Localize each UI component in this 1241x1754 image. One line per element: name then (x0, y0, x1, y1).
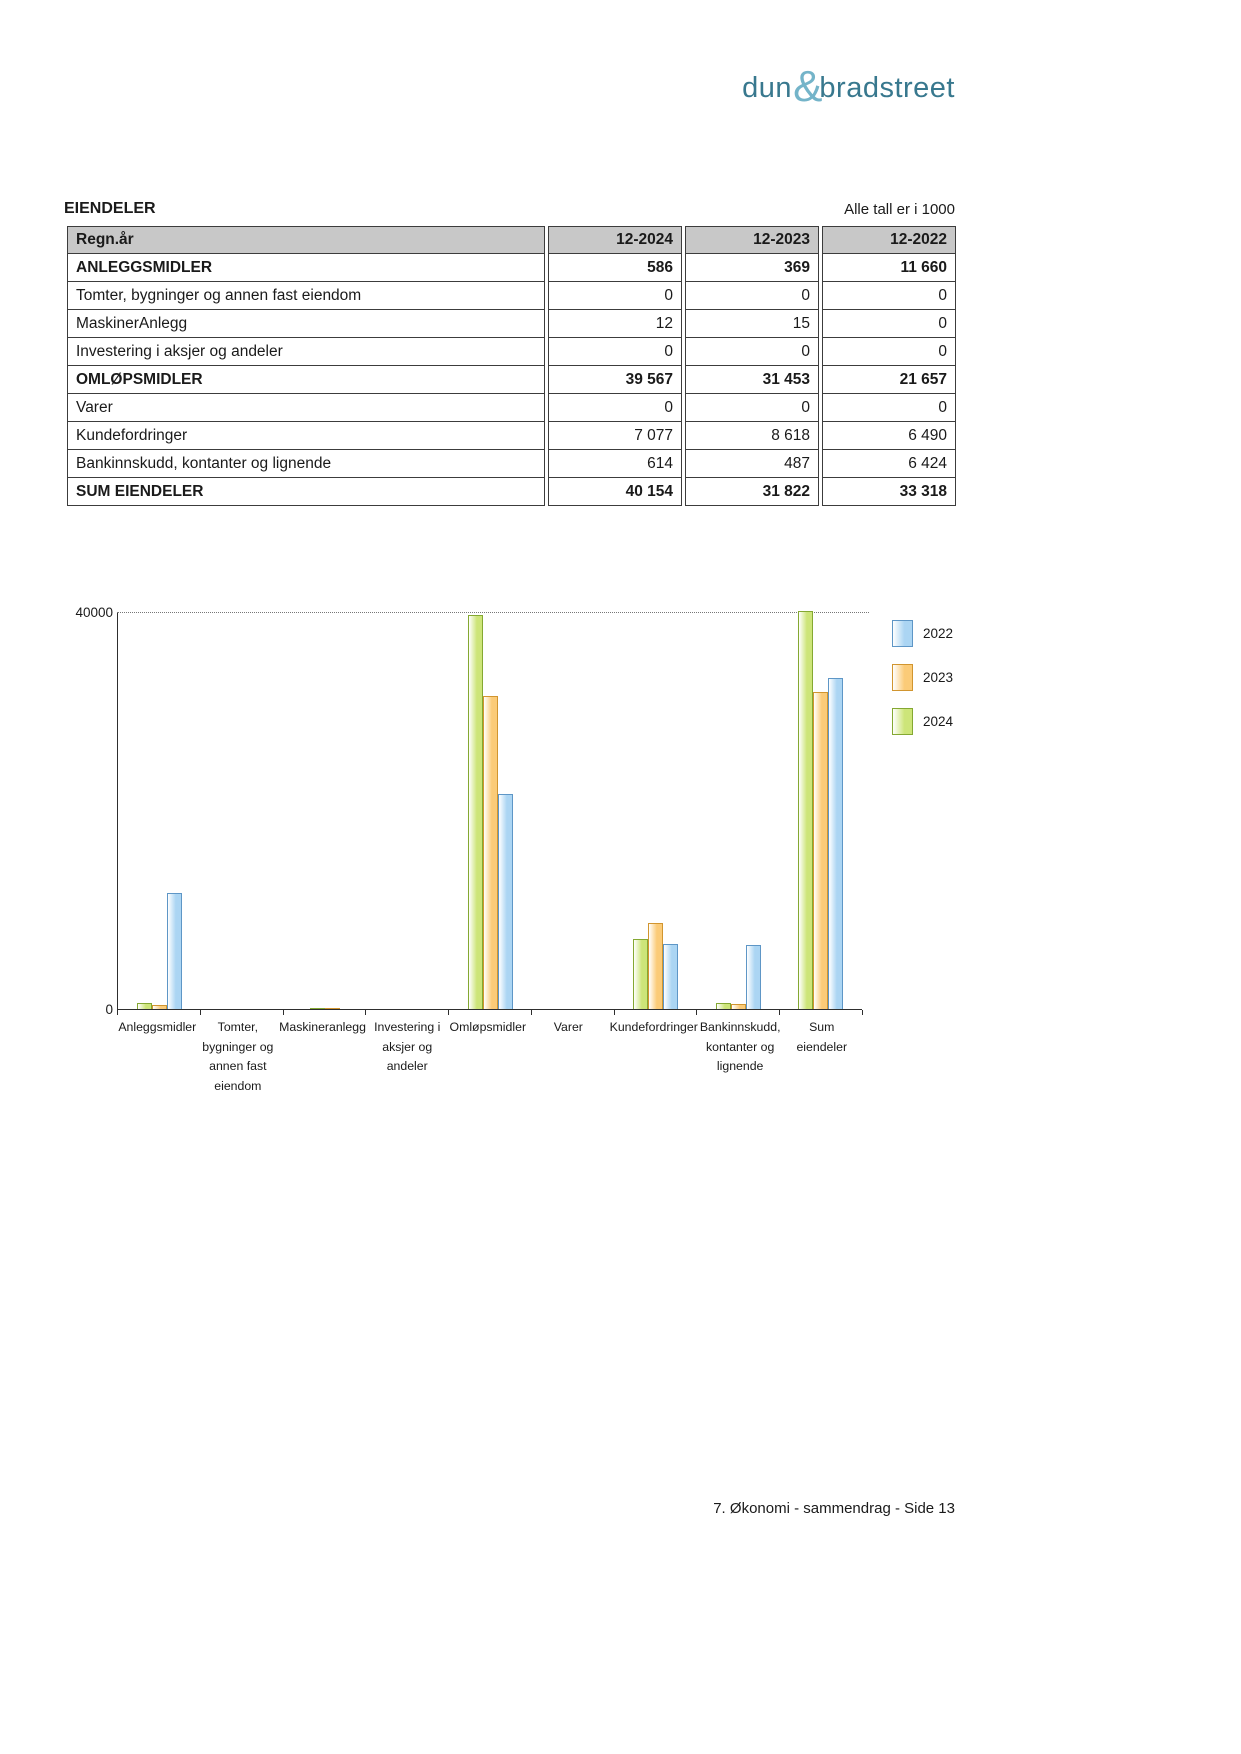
logo-text-dun: dun (742, 72, 793, 104)
row-value: 33 318 (822, 478, 956, 506)
dun-bradstreet-logo: dun & bradstreet (742, 62, 955, 111)
x-axis-tick (448, 1010, 449, 1015)
legend-swatch (892, 620, 913, 647)
logo-text-bradstreet: bradstreet (819, 72, 955, 104)
bar-group (779, 612, 862, 1009)
table-row (67, 366, 956, 394)
table-row (67, 422, 956, 450)
category-label: Sum eiendeler (796, 1020, 848, 1054)
section-title: EIENDELER (64, 200, 156, 217)
bar-2023 (152, 1005, 167, 1009)
row-value: 7 077 (548, 422, 682, 450)
column-header: Regn.år (67, 226, 545, 254)
category-label: Omløpsmidler (449, 1020, 527, 1034)
bar-2023 (483, 696, 498, 1009)
legend-swatch (892, 708, 913, 735)
column-header: 12-2024 (548, 226, 682, 254)
page-footer: 7. Økonomi - sammendrag - Side 13 (713, 1500, 955, 1517)
x-axis-tick (779, 1010, 780, 1015)
bar-2022 (663, 944, 678, 1009)
row-value: 31 822 (685, 478, 819, 506)
row-label: ANLEGGSMIDLER (67, 254, 545, 282)
legend-label: 2023 (922, 670, 953, 685)
row-value: 6 424 (822, 450, 956, 478)
row-value: 12 (548, 310, 682, 338)
table-head-row (67, 226, 956, 254)
table-row (67, 394, 956, 422)
bar-2022 (167, 893, 182, 1009)
table-caption (64, 200, 955, 218)
row-label: Kundefordringer (67, 422, 545, 450)
bar-2024 (716, 1003, 731, 1009)
row-value: 369 (685, 254, 819, 282)
bar-2024 (137, 1003, 152, 1009)
assets-bar-chart (75, 598, 955, 1118)
x-axis-tick (614, 1010, 615, 1015)
x-axis-tick (696, 1010, 697, 1015)
x-axis-tick (200, 1010, 201, 1015)
x-axis-tick (531, 1010, 532, 1015)
x-axis-tick (365, 1010, 366, 1015)
bar-group (283, 612, 366, 1009)
row-value: 0 (822, 310, 956, 338)
row-value: 0 (822, 394, 956, 422)
chart-labels (117, 1018, 862, 1097)
x-axis-tick (117, 1010, 118, 1015)
column-header: 12-2023 (685, 226, 819, 254)
bar-group (118, 612, 201, 1009)
row-value: 31 453 (685, 366, 819, 394)
category-label: Bankinnskudd, kontanter og lignende (699, 1020, 781, 1074)
table-row (67, 282, 956, 310)
row-value: 21 657 (822, 366, 956, 394)
bar-2022 (828, 678, 843, 1010)
row-value: 6 490 (822, 422, 956, 450)
row-label: OMLØPSMIDLER (67, 366, 545, 394)
row-value: 15 (685, 310, 819, 338)
bar-2024 (798, 611, 813, 1009)
bar-group (697, 612, 780, 1009)
units-note: Alle tall er i 1000 (844, 201, 955, 218)
row-value: 0 (685, 394, 819, 422)
chart-plot (117, 612, 862, 1010)
x-axis-tick (862, 1010, 863, 1015)
row-label: Varer (67, 394, 545, 422)
category-label: Anleggsmidler (118, 1020, 197, 1034)
bar-2022 (498, 794, 513, 1009)
bar-group (201, 612, 284, 1009)
bar-2024 (468, 615, 483, 1009)
row-value: 0 (548, 394, 682, 422)
legend-item (892, 708, 953, 735)
row-value: 487 (685, 450, 819, 478)
row-value: 0 (685, 282, 819, 310)
row-value: 39 567 (548, 366, 682, 394)
table-body (67, 254, 956, 506)
bar-2022 (746, 945, 761, 1009)
category-label: Tomter, bygninger og annen fast eiendom (202, 1020, 274, 1094)
row-label: Investering i aksjer og andeler (67, 338, 545, 366)
legend-label: 2022 (922, 626, 953, 641)
row-value: 0 (548, 338, 682, 366)
row-value: 11 660 (822, 254, 956, 282)
x-ticks (117, 1010, 862, 1015)
bar-2023 (648, 923, 663, 1009)
bar-group (366, 612, 449, 1009)
column-header: 12-2022 (822, 226, 956, 254)
legend-item (892, 620, 953, 647)
row-value: 40 154 (548, 478, 682, 506)
row-value: 0 (685, 338, 819, 366)
legend-swatch (892, 664, 913, 691)
bar-2023 (731, 1004, 746, 1009)
row-value: 586 (548, 254, 682, 282)
row-label: Tomter, bygninger og annen fast eiendom (67, 282, 545, 310)
bar-2023 (325, 1008, 340, 1009)
y-axis-tick-zero: 0 (105, 1002, 113, 1017)
row-value: 8 618 (685, 422, 819, 450)
bar-group (614, 612, 697, 1009)
category-label: Varer (553, 1020, 583, 1034)
bar-2024 (310, 1008, 325, 1009)
y-axis-tick-max: 40000 (75, 605, 113, 620)
row-value: 0 (548, 282, 682, 310)
category-label: Maskineranlegg (279, 1020, 366, 1034)
chart-legend (892, 620, 953, 735)
table-row (67, 310, 956, 338)
row-label: SUM EIENDELER (67, 478, 545, 506)
assets-table (64, 226, 959, 506)
table-row (67, 478, 956, 506)
table-row (67, 254, 956, 282)
category-label: Investering i aksjer og andeler (374, 1020, 441, 1074)
bar-2024 (633, 939, 648, 1009)
legend-item (892, 664, 953, 691)
category-label: Kundefordringer (609, 1020, 698, 1034)
legend-label: 2024 (922, 714, 953, 729)
bar-group (531, 612, 614, 1009)
row-value: 0 (822, 338, 956, 366)
x-axis-tick (283, 1010, 284, 1015)
row-value: 0 (822, 282, 956, 310)
table-row (67, 450, 956, 478)
bar-group (449, 612, 532, 1009)
table-row (67, 338, 956, 366)
bar-2023 (813, 692, 828, 1009)
row-label: Bankinnskudd, kontanter og lignende (67, 450, 545, 478)
row-value: 614 (548, 450, 682, 478)
row-label: MaskinerAnlegg (67, 310, 545, 338)
